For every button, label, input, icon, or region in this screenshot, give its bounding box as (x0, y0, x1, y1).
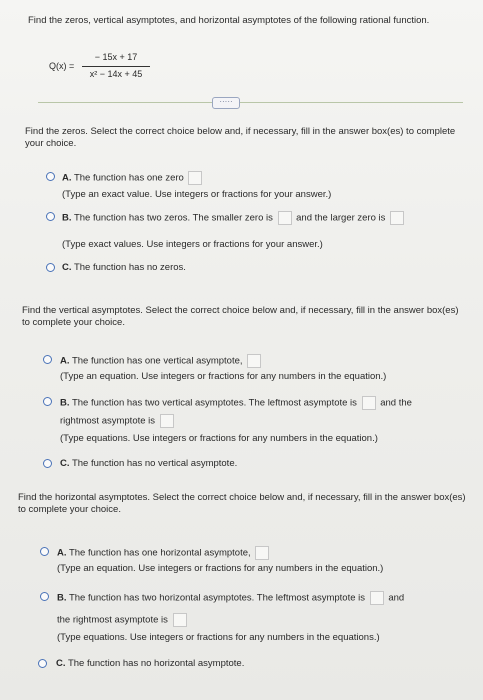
option-text: and the larger zero is (296, 212, 386, 224)
function-expression (49, 52, 199, 88)
horizontal-a-answer-box[interactable] (255, 546, 269, 560)
question-title: Find the zeros, vertical asymptotes, and horizontal asymptotes of the following rational function. (28, 15, 430, 26)
zeros-b-larger-box[interactable] (390, 211, 404, 225)
vertical-option-b-radio[interactable] (43, 397, 52, 406)
vertical-option-a[interactable] (60, 354, 460, 368)
vertical-option-b-cont[interactable] (60, 414, 460, 428)
option-text: the rightmost asymptote is (57, 614, 168, 626)
vertical-b-hint: (Type equations. Use integers or fractions for any numbers in the equation.) (60, 433, 378, 444)
fraction (82, 52, 150, 79)
option-letter: C. (56, 658, 66, 669)
horizontal-option-c-radio[interactable] (38, 659, 47, 668)
option-letter: C. (60, 458, 70, 469)
zeros-option-a[interactable] (62, 171, 462, 185)
zeros-option-b-radio[interactable] (46, 212, 55, 221)
zeros-b-hint: (Type exact values. Use integers or fractions for your answer.) (62, 239, 323, 250)
denominator: x² − 14x + 45 (89, 69, 143, 79)
vertical-prompt: Find the vertical asymptotes. Select the correct choice below and, if necessary, fill in the answer box(es) to complete your choice. (22, 305, 459, 328)
option-letter: B. (60, 397, 70, 409)
option-text: and (388, 592, 405, 604)
option-text: The function has two horizontal asymptotes. The leftmost asymptote is (68, 592, 366, 604)
more-button[interactable]: ····· (212, 97, 240, 109)
vertical-a-hint: (Type an equation. Use integers or fractions for any numbers in the equation.) (60, 371, 387, 382)
option-letter: A. (62, 172, 72, 184)
zeros-prompt: Find the zeros. Select the correct choice below and, if necessary, fill in the answer box(es) to complete your choice. (25, 126, 456, 149)
zeros-a-answer-box[interactable] (188, 171, 202, 185)
zeros-option-c-radio[interactable] (46, 263, 55, 272)
horizontal-b-leftmost-box[interactable] (370, 591, 384, 605)
option-text: rightmost asymptote is (60, 415, 156, 427)
option-text: The function has two zeros. The smaller zero is (73, 212, 273, 224)
horizontal-b-hint: (Type equations. Use integers or fractions for any numbers in the equations.) (57, 632, 380, 643)
option-letter: B. (62, 212, 72, 224)
option-letter: A. (57, 547, 67, 559)
vertical-b-leftmost-box[interactable] (362, 396, 376, 410)
vertical-option-c[interactable] (60, 458, 460, 470)
zeros-option-c[interactable] (62, 262, 462, 274)
vertical-option-b[interactable] (60, 396, 475, 410)
horizontal-b-rightmost-box[interactable] (173, 613, 187, 627)
horizontal-a-hint: (Type an equation. Use integers or fractions for any numbers in the equation.) (57, 563, 384, 574)
horizontal-option-c[interactable] (56, 658, 456, 670)
option-text: The function has one vertical asymptote, (71, 355, 243, 367)
option-letter: B. (57, 592, 67, 604)
option-text: and the (380, 397, 412, 409)
zeros-a-hint: (Type an exact value. Use integers or fractions for your answer.) (62, 189, 332, 200)
horizontal-option-b[interactable] (57, 591, 477, 605)
horizontal-option-a[interactable] (57, 546, 467, 560)
option-letter: C. (62, 262, 72, 273)
vertical-option-a-radio[interactable] (43, 355, 52, 364)
numerator: − 15x + 17 (94, 52, 138, 62)
horizontal-prompt: Find the horizontal asymptotes. Select the correct choice below and, if necessary, fill in the answer box(es) to complete your choice. (18, 492, 466, 515)
vertical-option-c-radio[interactable] (43, 459, 52, 468)
option-text: The function has no vertical asymptote. (71, 458, 238, 469)
option-letter: A. (60, 355, 70, 367)
zeros-option-a-radio[interactable] (46, 172, 55, 181)
option-text: The function has one horizontal asymptote, (68, 547, 251, 559)
vertical-a-answer-box[interactable] (247, 354, 261, 368)
option-text: The function has no horizontal asymptote. (67, 658, 245, 669)
zeros-b-smaller-box[interactable] (278, 211, 292, 225)
horizontal-option-a-radio[interactable] (40, 547, 49, 556)
vertical-b-rightmost-box[interactable] (160, 414, 174, 428)
option-text: The function has one zero (73, 172, 184, 184)
function-name: Q(x) = (49, 61, 75, 71)
option-text: The function has no zeros. (73, 262, 186, 273)
zeros-option-b[interactable] (62, 211, 472, 225)
horizontal-option-b-cont[interactable] (57, 613, 457, 627)
option-text: The function has two vertical asymptotes. The leftmost asymptote is (71, 397, 357, 409)
horizontal-option-b-radio[interactable] (40, 592, 49, 601)
section-divider (38, 102, 463, 103)
fraction-bar (82, 66, 150, 67)
